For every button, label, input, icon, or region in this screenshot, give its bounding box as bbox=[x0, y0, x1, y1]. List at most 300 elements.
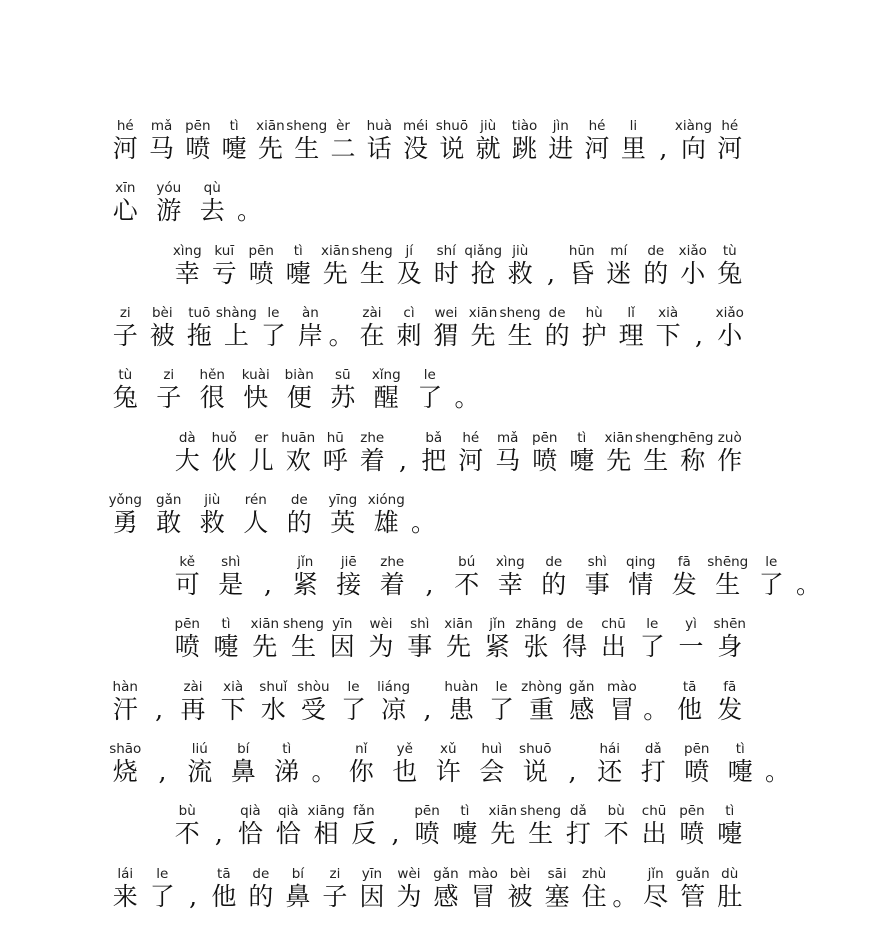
pinyin: chū bbox=[601, 616, 626, 633]
hanzi: 烧 bbox=[112, 757, 138, 786]
pinyin: huǒ bbox=[211, 429, 237, 446]
pinyin: tì bbox=[221, 616, 231, 633]
text-line bbox=[0, 118, 895, 180]
hanzi: 欢 bbox=[285, 445, 311, 475]
pinyin: sheng bbox=[635, 429, 677, 446]
hanzi: 抢 bbox=[470, 258, 496, 288]
pinyin: le bbox=[765, 554, 778, 571]
hanzi: 为 bbox=[368, 632, 394, 662]
pinyin: dǎ bbox=[569, 803, 587, 820]
pinyin: gǎn bbox=[569, 678, 595, 695]
hanzi: 先 bbox=[322, 258, 348, 288]
hanzi: 了 bbox=[260, 320, 286, 350]
character-cell bbox=[690, 679, 770, 741]
hanzi: 鼻 bbox=[285, 881, 311, 911]
hanzi: 可 bbox=[174, 570, 200, 600]
hanzi: 尽 bbox=[643, 881, 669, 911]
hanzi: 紧 bbox=[484, 632, 510, 662]
pinyin: tì bbox=[229, 118, 239, 134]
pinyin: yīn bbox=[361, 865, 383, 882]
punctuation: , bbox=[158, 757, 167, 786]
pinyin: èr bbox=[336, 118, 350, 134]
hanzi: 先 bbox=[445, 632, 471, 662]
pinyin: wei bbox=[434, 304, 458, 321]
pinyin: tì bbox=[282, 741, 292, 757]
hanzi: 受 bbox=[300, 694, 326, 724]
hanzi: 说 bbox=[439, 134, 465, 163]
pinyin: mí bbox=[610, 242, 628, 259]
hanzi: 了 bbox=[639, 632, 665, 662]
hanzi: 敢 bbox=[156, 507, 182, 537]
hanzi: 一 bbox=[678, 632, 704, 662]
hanzi: 生 bbox=[715, 570, 741, 600]
hanzi: 跳 bbox=[511, 134, 537, 163]
pinyin: jǐn bbox=[297, 554, 314, 571]
text-line bbox=[0, 616, 895, 678]
hanzi: 先 bbox=[606, 445, 632, 475]
hanzi: 反 bbox=[351, 819, 377, 849]
pinyin: xǐng bbox=[371, 367, 401, 384]
hanzi: 也 bbox=[392, 757, 418, 786]
text-line bbox=[0, 492, 895, 554]
pinyin: kuī bbox=[214, 242, 235, 259]
pinyin: de bbox=[290, 491, 308, 508]
pinyin: fǎn bbox=[353, 803, 375, 820]
hanzi: 恰 bbox=[237, 819, 263, 849]
punctuation-cell bbox=[384, 492, 464, 554]
pinyin: zhe bbox=[360, 429, 385, 446]
pinyin: xiān bbox=[444, 616, 473, 633]
hanzi: 喷 bbox=[185, 134, 211, 163]
text-line bbox=[0, 679, 895, 741]
pinyin: xià bbox=[658, 304, 679, 321]
hanzi: 许 bbox=[435, 757, 461, 786]
pinyin: huān bbox=[281, 429, 316, 446]
hanzi: 管 bbox=[680, 881, 706, 911]
hanzi: 冒 bbox=[470, 881, 496, 911]
hanzi: 不 bbox=[174, 819, 200, 849]
pinyin: qià bbox=[240, 803, 261, 820]
pinyin: biàn bbox=[284, 367, 314, 384]
pinyin: bèi bbox=[509, 865, 531, 882]
hanzi: 的 bbox=[248, 881, 274, 911]
pinyin: bù bbox=[178, 803, 196, 820]
hanzi: 住 bbox=[581, 881, 607, 911]
hanzi: 先 bbox=[252, 632, 278, 662]
hanzi: 是 bbox=[218, 570, 244, 600]
hanzi: 时 bbox=[433, 258, 459, 288]
hanzi: 河 bbox=[584, 134, 610, 163]
hanzi: 张 bbox=[523, 632, 549, 662]
hanzi: 水 bbox=[260, 694, 286, 724]
pinyin: shì bbox=[587, 554, 607, 571]
pinyin: sheng bbox=[499, 304, 541, 321]
hanzi: 在 bbox=[359, 320, 385, 350]
hanzi: 拖 bbox=[186, 320, 212, 350]
hanzi: 呼 bbox=[322, 445, 348, 475]
hanzi: 塞 bbox=[544, 881, 570, 911]
hanzi: 的 bbox=[286, 507, 312, 537]
hanzi: 猬 bbox=[433, 320, 459, 350]
pinyin: shí bbox=[436, 242, 456, 259]
hanzi: 伙 bbox=[211, 445, 237, 475]
pinyin: jìn bbox=[552, 118, 569, 134]
punctuation: , bbox=[189, 881, 198, 911]
pinyin: jiù bbox=[512, 242, 529, 259]
pinyin: shuō bbox=[435, 118, 469, 134]
punctuation: , bbox=[659, 134, 668, 163]
hanzi: 了 bbox=[340, 694, 366, 724]
pinyin: zuò bbox=[717, 429, 742, 446]
pinyin: de bbox=[566, 616, 584, 633]
hanzi: 游 bbox=[156, 196, 182, 226]
hanzi: 先 bbox=[470, 320, 496, 350]
hanzi: 被 bbox=[507, 881, 533, 911]
punctuation: , bbox=[694, 320, 703, 350]
hanzi: 把 bbox=[421, 445, 447, 475]
pinyin: tā bbox=[217, 865, 231, 882]
pinyin: shì bbox=[410, 616, 430, 633]
pinyin: hé bbox=[462, 429, 480, 446]
hanzi: 大 bbox=[174, 445, 200, 475]
hanzi: 子 bbox=[112, 320, 138, 350]
hanzi: 的 bbox=[544, 320, 570, 350]
pinyin: lái bbox=[117, 865, 134, 882]
pinyin: sheng bbox=[286, 118, 328, 134]
hanzi: 涕 bbox=[274, 757, 300, 786]
hanzi: 幸 bbox=[497, 570, 523, 600]
pinyin: bǎ bbox=[425, 429, 443, 446]
punctuation: 。 bbox=[795, 570, 821, 600]
hanzi: 救 bbox=[199, 507, 225, 537]
pinyin: jiù bbox=[480, 118, 497, 134]
pinyin: wèi bbox=[369, 616, 393, 633]
text-line bbox=[0, 554, 895, 616]
hanzi: 患 bbox=[448, 694, 474, 724]
pinyin: pēn bbox=[414, 803, 440, 820]
text-line bbox=[0, 803, 895, 865]
pinyin: yǒng bbox=[108, 491, 142, 508]
hanzi: 兔 bbox=[112, 383, 138, 413]
pinyin: sheng bbox=[520, 803, 562, 820]
pinyin: yì bbox=[685, 616, 697, 633]
punctuation-cell bbox=[427, 367, 507, 429]
hanzi: 会 bbox=[479, 757, 505, 786]
pinyin: tā bbox=[682, 678, 697, 695]
hanzi: 话 bbox=[366, 134, 392, 163]
hanzi: 昏 bbox=[569, 258, 595, 288]
pinyin: bí bbox=[291, 865, 305, 882]
hanzi: 苏 bbox=[330, 383, 356, 413]
pinyin: xiān bbox=[250, 616, 280, 633]
punctuation: , bbox=[399, 445, 407, 475]
pinyin: pēn bbox=[684, 741, 710, 757]
hanzi: 相 bbox=[313, 819, 339, 849]
hanzi: 来 bbox=[112, 881, 138, 911]
pinyin: zài bbox=[183, 678, 203, 695]
pinyin: àn bbox=[301, 304, 319, 321]
pinyin: de bbox=[545, 554, 563, 571]
hanzi: 情 bbox=[628, 570, 654, 600]
pinyin: fā bbox=[723, 678, 737, 695]
hanzi: 进 bbox=[548, 134, 574, 163]
hanzi: 迷 bbox=[606, 258, 632, 288]
pinyin: xiǎo bbox=[715, 304, 744, 321]
punctuation: 。 bbox=[236, 196, 262, 226]
pinyin: xīn bbox=[115, 180, 136, 197]
hanzi: 不 bbox=[454, 570, 480, 600]
pinyin: xiàng bbox=[674, 118, 713, 134]
punctuation: , bbox=[155, 694, 164, 724]
pinyin: bù bbox=[607, 803, 625, 820]
pinyin: shòu bbox=[297, 678, 330, 695]
pinyin: dù bbox=[721, 865, 739, 882]
hanzi: 作 bbox=[717, 445, 743, 475]
pinyin: sū bbox=[334, 367, 351, 384]
hanzi: 得 bbox=[562, 632, 588, 662]
pinyin: mào bbox=[607, 678, 637, 695]
pinyin: chū bbox=[641, 803, 667, 820]
hanzi: 及 bbox=[396, 258, 422, 288]
pinyin: le bbox=[156, 865, 169, 882]
pinyin: xiāng bbox=[307, 803, 345, 820]
text-line bbox=[0, 741, 895, 803]
hanzi: 还 bbox=[597, 757, 623, 786]
hanzi: 嚏 bbox=[452, 819, 478, 849]
hanzi: 下 bbox=[220, 694, 246, 724]
punctuation-cell bbox=[769, 554, 849, 616]
hanzi: 了 bbox=[488, 694, 514, 724]
pinyin: zi bbox=[119, 304, 131, 321]
pinyin: xiān bbox=[320, 242, 350, 259]
punctuation: , bbox=[214, 819, 223, 849]
pinyin: le bbox=[495, 678, 508, 695]
pinyin: yě bbox=[396, 741, 413, 757]
hanzi: 心 bbox=[112, 196, 138, 226]
pinyin: shēng bbox=[707, 554, 749, 571]
pinyin: tì bbox=[577, 429, 587, 446]
hanzi: 人 bbox=[243, 507, 269, 537]
pinyin: pēn bbox=[174, 616, 200, 633]
pinyin: guǎn bbox=[675, 865, 710, 882]
hanzi: 理 bbox=[618, 320, 644, 350]
hanzi: 不 bbox=[603, 819, 629, 849]
punctuation: 。 bbox=[612, 881, 638, 911]
pinyin: pēn bbox=[185, 118, 211, 134]
hanzi: 生 bbox=[507, 320, 533, 350]
hanzi: 了 bbox=[417, 383, 443, 413]
text-line bbox=[0, 430, 895, 492]
pinyin: lǐ bbox=[627, 304, 635, 321]
hanzi: 因 bbox=[359, 881, 385, 911]
character-cell bbox=[690, 118, 770, 180]
pinyin: xiān bbox=[604, 429, 634, 446]
pinyin: xiān bbox=[468, 304, 498, 321]
hanzi: 刺 bbox=[396, 320, 422, 350]
pinyin: xǔ bbox=[439, 741, 457, 757]
hanzi: 二 bbox=[330, 134, 356, 163]
pinyin: tì bbox=[293, 242, 303, 259]
hanzi: 出 bbox=[600, 632, 626, 662]
pinyin: jiù bbox=[204, 491, 221, 508]
hanzi: 子 bbox=[322, 881, 348, 911]
pinyin: zài bbox=[362, 304, 382, 321]
punctuation-cell bbox=[210, 180, 290, 242]
pinyin: shēn bbox=[713, 616, 746, 633]
hanzi: 汗 bbox=[112, 694, 138, 724]
pinyin: le bbox=[423, 367, 436, 384]
pinyin: liáng bbox=[377, 678, 411, 695]
pinyin: shì bbox=[221, 554, 241, 571]
pinyin: kuài bbox=[241, 367, 270, 384]
pinyin: pēn bbox=[532, 429, 558, 446]
pinyin: pēn bbox=[248, 242, 274, 259]
pinyin: huàn bbox=[444, 678, 479, 695]
hanzi: 很 bbox=[199, 383, 225, 413]
hanzi: 就 bbox=[475, 134, 501, 163]
pinyin: xìng bbox=[172, 242, 202, 259]
hanzi: 英 bbox=[330, 507, 356, 537]
hanzi: 凉 bbox=[381, 694, 407, 724]
pinyin: shuǐ bbox=[259, 678, 288, 695]
character-cell bbox=[690, 866, 770, 928]
pinyin: nǐ bbox=[355, 741, 368, 757]
pinyin: hù bbox=[585, 304, 603, 321]
pinyin: méi bbox=[402, 118, 429, 134]
pinyin: tù bbox=[722, 242, 737, 259]
punctuation: 。 bbox=[328, 320, 354, 350]
pinyin: mǎ bbox=[150, 118, 173, 134]
text-line bbox=[0, 180, 895, 242]
pinyin: hé bbox=[588, 118, 606, 134]
punctuation: 。 bbox=[311, 757, 337, 786]
pinyin: dǎ bbox=[644, 741, 662, 757]
hanzi: 发 bbox=[717, 694, 743, 724]
pinyin: pēn bbox=[679, 803, 705, 820]
pinyin: le bbox=[267, 304, 280, 321]
hanzi: 生 bbox=[290, 632, 316, 662]
hanzi: 喷 bbox=[532, 445, 558, 475]
hanzi: 重 bbox=[529, 694, 555, 724]
character-cell bbox=[690, 430, 770, 492]
pinyin: shàng bbox=[215, 304, 257, 321]
hanzi: 向 bbox=[680, 134, 706, 163]
pinyin: xiǎo bbox=[678, 242, 707, 259]
pinyin: bú bbox=[458, 554, 476, 571]
hanzi: 着 bbox=[379, 570, 405, 600]
pinyin: xiān bbox=[488, 803, 518, 820]
character-cell bbox=[690, 305, 770, 367]
hanzi: 救 bbox=[507, 258, 533, 288]
hanzi: 打 bbox=[565, 819, 591, 849]
hanzi: 去 bbox=[199, 196, 225, 226]
hanzi: 生 bbox=[528, 819, 554, 849]
pinyin: huì bbox=[481, 741, 503, 757]
pinyin: jiē bbox=[340, 554, 357, 571]
pinyin: xìng bbox=[495, 554, 525, 571]
pinyin: zi bbox=[329, 865, 341, 882]
pinyin: zhòng bbox=[521, 678, 563, 695]
hanzi: 冒 bbox=[609, 694, 635, 724]
character-cell bbox=[690, 616, 770, 678]
hanzi: 岸 bbox=[297, 320, 323, 350]
hanzi: 河 bbox=[112, 134, 138, 163]
pinyin: sāi bbox=[547, 865, 567, 882]
hanzi: 马 bbox=[495, 445, 521, 475]
punctuation: , bbox=[264, 570, 272, 600]
pinyin: zi bbox=[163, 367, 175, 384]
pinyin: gǎn bbox=[433, 865, 459, 882]
pinyin: qù bbox=[203, 180, 221, 197]
hanzi: 他 bbox=[677, 694, 703, 724]
hanzi: 醒 bbox=[373, 383, 399, 413]
pinyin: fā bbox=[677, 554, 691, 571]
hanzi: 便 bbox=[286, 383, 312, 413]
pinyin: tì bbox=[460, 803, 470, 820]
hanzi: 亏 bbox=[211, 258, 237, 288]
pinyin: hàn bbox=[112, 678, 138, 695]
hanzi: 幸 bbox=[174, 258, 200, 288]
hanzi: 嚏 bbox=[285, 258, 311, 288]
hanzi: 被 bbox=[149, 320, 175, 350]
text-line bbox=[0, 243, 895, 305]
hanzi: 嚏 bbox=[727, 757, 753, 786]
pinyin: er bbox=[254, 429, 269, 446]
hanzi: 嚏 bbox=[221, 134, 247, 163]
hanzi: 喷 bbox=[248, 258, 274, 288]
hanzi: 恰 bbox=[275, 819, 301, 849]
pinyin: de bbox=[252, 865, 270, 882]
pinyin: sheng bbox=[282, 616, 325, 633]
hanzi: 没 bbox=[403, 134, 429, 163]
pinyin: cì bbox=[403, 304, 415, 321]
hanzi: 肚 bbox=[717, 881, 743, 911]
pinyin: hūn bbox=[568, 242, 595, 259]
punctuation: , bbox=[568, 757, 577, 786]
hanzi: 雄 bbox=[373, 507, 399, 537]
punctuation: , bbox=[547, 258, 555, 288]
pinyin: hěn bbox=[199, 367, 225, 384]
hanzi: 嚏 bbox=[213, 632, 239, 662]
hanzi: 着 bbox=[359, 445, 385, 475]
hanzi: 小 bbox=[717, 320, 743, 350]
pinyin: hé bbox=[116, 118, 134, 134]
pinyin: qiǎng bbox=[464, 242, 503, 259]
punctuation: , bbox=[391, 819, 400, 849]
hanzi: 鼻 bbox=[230, 757, 256, 786]
hanzi: 的 bbox=[643, 258, 669, 288]
hanzi: 再 bbox=[180, 694, 206, 724]
hanzi: 先 bbox=[490, 819, 516, 849]
character-cell bbox=[690, 803, 770, 865]
pinyin: tì bbox=[735, 741, 745, 757]
hanzi: 马 bbox=[149, 134, 175, 163]
pinyin: sheng bbox=[351, 242, 393, 259]
punctuation: 。 bbox=[764, 757, 790, 786]
hanzi: 说 bbox=[522, 757, 548, 786]
pinyin: shāo bbox=[109, 741, 142, 757]
hanzi: 儿 bbox=[248, 445, 274, 475]
hanzi: 河 bbox=[717, 134, 743, 163]
hanzi: 接 bbox=[336, 570, 362, 600]
pinyin: rén bbox=[244, 491, 267, 508]
hanzi: 感 bbox=[569, 694, 595, 724]
hanzi: 上 bbox=[223, 320, 249, 350]
pinyin: de bbox=[647, 242, 665, 259]
pinyin: tiào bbox=[511, 118, 538, 134]
pinyin: mào bbox=[468, 865, 498, 882]
hanzi: 兔 bbox=[717, 258, 743, 288]
